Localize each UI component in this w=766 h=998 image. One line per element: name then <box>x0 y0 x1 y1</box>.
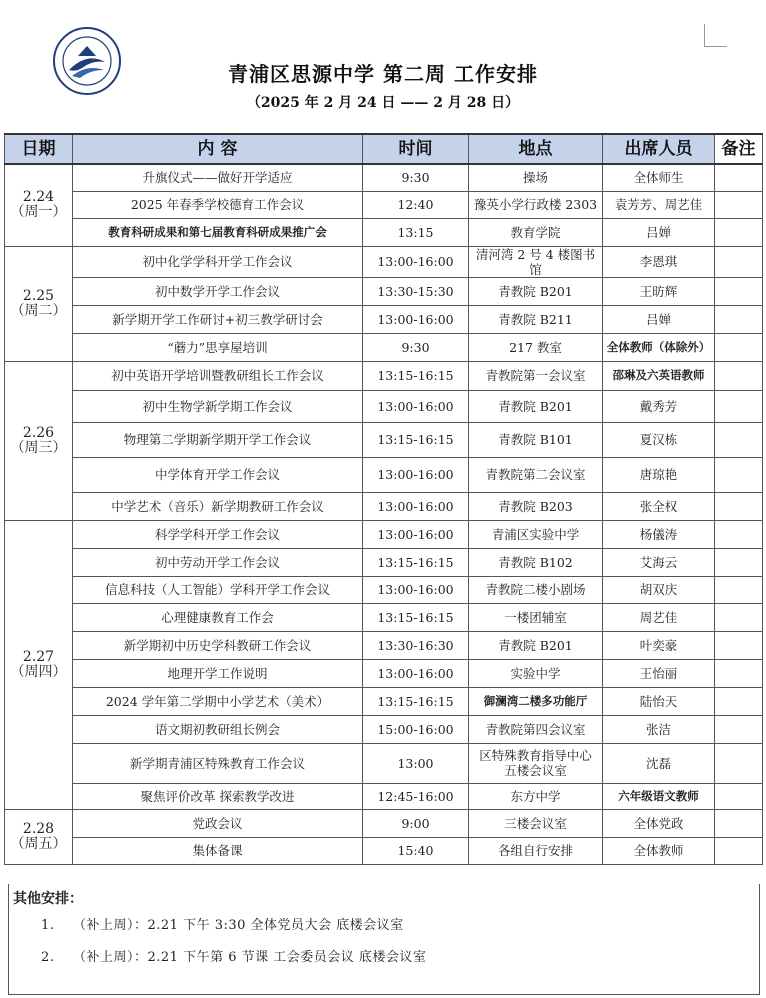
table-row <box>5 361 763 390</box>
time-cell: 13:30-16:30 <box>363 631 469 659</box>
table-row <box>5 457 763 492</box>
attendees-cell: 邵琳及六英语教师 <box>603 361 715 390</box>
other-item <box>41 946 426 965</box>
table-row <box>5 809 763 837</box>
attendees-cell: 袁芳芳、周艺佳 <box>603 191 715 218</box>
table-row <box>5 576 763 603</box>
time-cell: 9:30 <box>363 164 469 191</box>
note-cell <box>715 191 763 218</box>
table-row <box>5 659 763 687</box>
content-cell: 信息科技（人工智能）学科开学工作会议 <box>73 576 363 603</box>
table-row <box>5 783 763 809</box>
time-cell: 9:30 <box>363 333 469 361</box>
time-cell: 13:15-16:15 <box>363 361 469 390</box>
note-cell <box>715 164 763 191</box>
attendees-cell: 沈磊 <box>603 743 715 783</box>
content-cell: 升旗仪式——做好开学适应 <box>73 164 363 191</box>
time-cell: 15:00-16:00 <box>363 715 469 743</box>
date-cell <box>5 809 73 864</box>
attendees-cell: 夏汉栋 <box>603 422 715 457</box>
place-cell: 青浦区实验中学 <box>469 520 603 548</box>
col-header-attendees: 出席人员 <box>603 134 715 164</box>
weekday-value: （周一） <box>10 204 67 221</box>
place-cell: 青教院第四会议室 <box>469 715 603 743</box>
table-row <box>5 422 763 457</box>
date-value: 2.25 <box>22 287 55 304</box>
date-cell <box>5 246 73 361</box>
content-cell: 心理健康教育工作会 <box>73 603 363 631</box>
date-value: 2.24 <box>22 189 55 206</box>
note-cell <box>715 422 763 457</box>
content-cell: 教育科研成果和第七届教育科研成果推广会 <box>73 218 363 246</box>
note-cell <box>715 631 763 659</box>
place-cell: 各组自行安排 <box>469 837 603 864</box>
content-cell: 地理开学工作说明 <box>73 659 363 687</box>
attendees-cell: 周艺佳 <box>603 603 715 631</box>
place-cell: 操场 <box>469 164 603 191</box>
content-cell: 聚焦评价改革 探索教学改进 <box>73 783 363 809</box>
attendees-cell: 王昉辉 <box>603 277 715 305</box>
note-cell <box>715 305 763 333</box>
attendees-cell: 六年级语文教师 <box>603 783 715 809</box>
place-cell: 三楼会议室 <box>469 809 603 837</box>
time-cell: 13:00-16:00 <box>363 659 469 687</box>
content-cell: 初中劳动开学工作会议 <box>73 548 363 576</box>
table-row <box>5 520 763 548</box>
table-row <box>5 164 763 191</box>
attendees-cell: 杨儀涛 <box>603 520 715 548</box>
note-cell <box>715 837 763 864</box>
weekday-value: （周五） <box>10 835 67 852</box>
content-cell: 集体备课 <box>73 837 363 864</box>
place-cell: 教育学院 <box>469 218 603 246</box>
other-item-text: （补上周）：2.21 下午第 6 节课 工会委员会议 底楼会议室 <box>73 950 427 965</box>
table-row <box>5 492 763 520</box>
place-cell: 青教院 B211 <box>469 305 603 333</box>
col-header-time: 时间 <box>363 134 469 164</box>
note-cell <box>715 520 763 548</box>
col-header-place: 地点 <box>469 134 603 164</box>
attendees-cell: 全体师生 <box>603 164 715 191</box>
table-row <box>5 687 763 715</box>
content-cell: 物理第二学期新学期开学工作会议 <box>73 422 363 457</box>
content-cell: 初中数学开学工作会议 <box>73 277 363 305</box>
attendees-cell: 李恩琪 <box>603 246 715 277</box>
place-cell: 清河湾 2 号 4 楼图书馆 <box>469 246 603 277</box>
time-cell: 13:15 <box>363 218 469 246</box>
table-row <box>5 333 763 361</box>
attendees-cell: 胡双庆 <box>603 576 715 603</box>
note-cell <box>715 809 763 837</box>
note-cell <box>715 246 763 277</box>
note-cell <box>715 659 763 687</box>
note-cell <box>715 715 763 743</box>
content-cell: 语文期初教研组长例会 <box>73 715 363 743</box>
note-cell <box>715 457 763 492</box>
content-cell: 新学期青浦区特殊教育工作会议 <box>73 743 363 783</box>
table-row <box>5 603 763 631</box>
time-cell: 12:40 <box>363 191 469 218</box>
time-cell: 13:00-16:00 <box>363 390 469 422</box>
table-row <box>5 390 763 422</box>
place-cell: 青教院 B102 <box>469 548 603 576</box>
date-cell <box>5 520 73 809</box>
attendees-cell: 吕婵 <box>603 218 715 246</box>
content-cell: 初中化学学科开学工作会议 <box>73 246 363 277</box>
schedule-table <box>4 133 763 865</box>
time-cell: 9:00 <box>363 809 469 837</box>
col-header-note: 备注 <box>715 134 763 164</box>
table-row <box>5 837 763 864</box>
note-cell <box>715 333 763 361</box>
note-cell <box>715 743 763 783</box>
time-cell: 13:15-16:15 <box>363 687 469 715</box>
place-cell: 实验中学 <box>469 659 603 687</box>
time-cell: 15:40 <box>363 837 469 864</box>
table-row <box>5 631 763 659</box>
time-cell: 13:00-16:00 <box>363 520 469 548</box>
table-header-row <box>5 134 763 164</box>
note-cell <box>715 576 763 603</box>
table-row <box>5 548 763 576</box>
other-heading: 其他安排： <box>13 891 83 907</box>
place-cell: 青教院 B201 <box>469 277 603 305</box>
place-cell: 青教院 B201 <box>469 631 603 659</box>
attendees-cell: 张全权 <box>603 492 715 520</box>
place-cell: 青教院第一会议室 <box>469 361 603 390</box>
attendees-cell: 唐琼艳 <box>603 457 715 492</box>
place-cell: 217 教室 <box>469 333 603 361</box>
time-cell: 13:30-15:30 <box>363 277 469 305</box>
content-cell: “蘑力”思享屋培训 <box>73 333 363 361</box>
content-cell: 科学学科开学工作会议 <box>73 520 363 548</box>
content-cell: 新学期开学工作研讨+初三教学研讨会 <box>73 305 363 333</box>
other-item <box>41 914 404 933</box>
time-cell: 13:00-16:00 <box>363 492 469 520</box>
time-cell: 13:15-16:15 <box>363 548 469 576</box>
table-row <box>5 191 763 218</box>
date-range: （2025 年 2 月 24 日 —— 2 月 28 日） <box>246 95 520 111</box>
date-cell <box>5 164 73 246</box>
other-item-number: 1. <box>41 918 55 933</box>
table-row <box>5 218 763 246</box>
note-cell <box>715 277 763 305</box>
attendees-cell: 王怡丽 <box>603 659 715 687</box>
note-cell <box>715 218 763 246</box>
note-cell <box>715 361 763 390</box>
note-cell <box>715 492 763 520</box>
attendees-cell: 全体教师（体除外） <box>603 333 715 361</box>
time-cell: 13:15-16:15 <box>363 603 469 631</box>
content-cell: 中学艺术（音乐）新学期教研工作会议 <box>73 492 363 520</box>
time-cell: 13:00-16:00 <box>363 457 469 492</box>
table-row <box>5 715 763 743</box>
other-arrangements <box>8 884 760 995</box>
note-cell <box>715 390 763 422</box>
time-cell: 13:00-16:00 <box>363 246 469 277</box>
attendees-cell: 张洁 <box>603 715 715 743</box>
weekday-value: （周三） <box>10 439 67 456</box>
time-cell: 12:45-16:00 <box>363 783 469 809</box>
place-cell: 区特殊教育指导中心五楼会议室 <box>469 743 603 783</box>
attendees-cell: 全体党政 <box>603 809 715 837</box>
date-cell <box>5 361 73 520</box>
place-cell: 青教院 B203 <box>469 492 603 520</box>
table-row <box>5 743 763 783</box>
attendees-cell: 戴秀芳 <box>603 390 715 422</box>
date-value: 2.26 <box>22 424 55 441</box>
note-cell <box>715 687 763 715</box>
attendees-cell: 叶奕豪 <box>603 631 715 659</box>
content-cell: 初中英语开学培训暨教研组长工作会议 <box>73 361 363 390</box>
other-item-text: （补上周）：2.21 下午 3:30 全体党员大会 底楼会议室 <box>73 918 404 933</box>
place-cell: 东方中学 <box>469 783 603 809</box>
content-cell: 新学期初中历史学科教研工作会议 <box>73 631 363 659</box>
other-item-number: 2. <box>41 950 55 965</box>
table-row <box>5 246 763 277</box>
schedule-body <box>5 164 763 864</box>
note-cell <box>715 603 763 631</box>
content-cell: 中学体育开学工作会议 <box>73 457 363 492</box>
table-row <box>5 277 763 305</box>
note-cell <box>715 548 763 576</box>
content-cell: 初中生物学新学期工作会议 <box>73 390 363 422</box>
place-cell: 御澜湾二楼多功能厅 <box>469 687 603 715</box>
place-cell: 青教院第二会议室 <box>469 457 603 492</box>
attendees-cell: 吕婵 <box>603 305 715 333</box>
weekday-value: （周四） <box>10 663 67 680</box>
time-cell: 13:15-16:15 <box>363 422 469 457</box>
date-value: 2.27 <box>22 648 55 665</box>
time-cell: 13:00-16:00 <box>363 576 469 603</box>
place-cell: 青教院 B201 <box>469 390 603 422</box>
page-title: 青浦区思源中学 第二周 工作安排 <box>228 62 538 86</box>
table-row <box>5 305 763 333</box>
date-value: 2.28 <box>22 820 55 837</box>
content-cell: 2024 学年第二学期中小学艺术（美术） <box>73 687 363 715</box>
attendees-cell: 陆怡天 <box>603 687 715 715</box>
place-cell: 一楼团辅室 <box>469 603 603 631</box>
place-cell: 豫英小学行政楼 2303 <box>469 191 603 218</box>
col-header-content: 内 容 <box>73 134 363 164</box>
attendees-cell: 全体教师 <box>603 837 715 864</box>
time-cell: 13:00-16:00 <box>363 305 469 333</box>
place-cell: 青教院 B101 <box>469 422 603 457</box>
col-header-date: 日期 <box>5 134 73 164</box>
corner-mark <box>704 24 727 47</box>
content-cell: 党政会议 <box>73 809 363 837</box>
attendees-cell: 艾海云 <box>603 548 715 576</box>
content-cell: 2025 年春季学校德育工作会议 <box>73 191 363 218</box>
weekday-value: （周二） <box>10 302 67 319</box>
time-cell: 13:00 <box>363 743 469 783</box>
place-cell: 青教院二楼小剧场 <box>469 576 603 603</box>
note-cell <box>715 783 763 809</box>
